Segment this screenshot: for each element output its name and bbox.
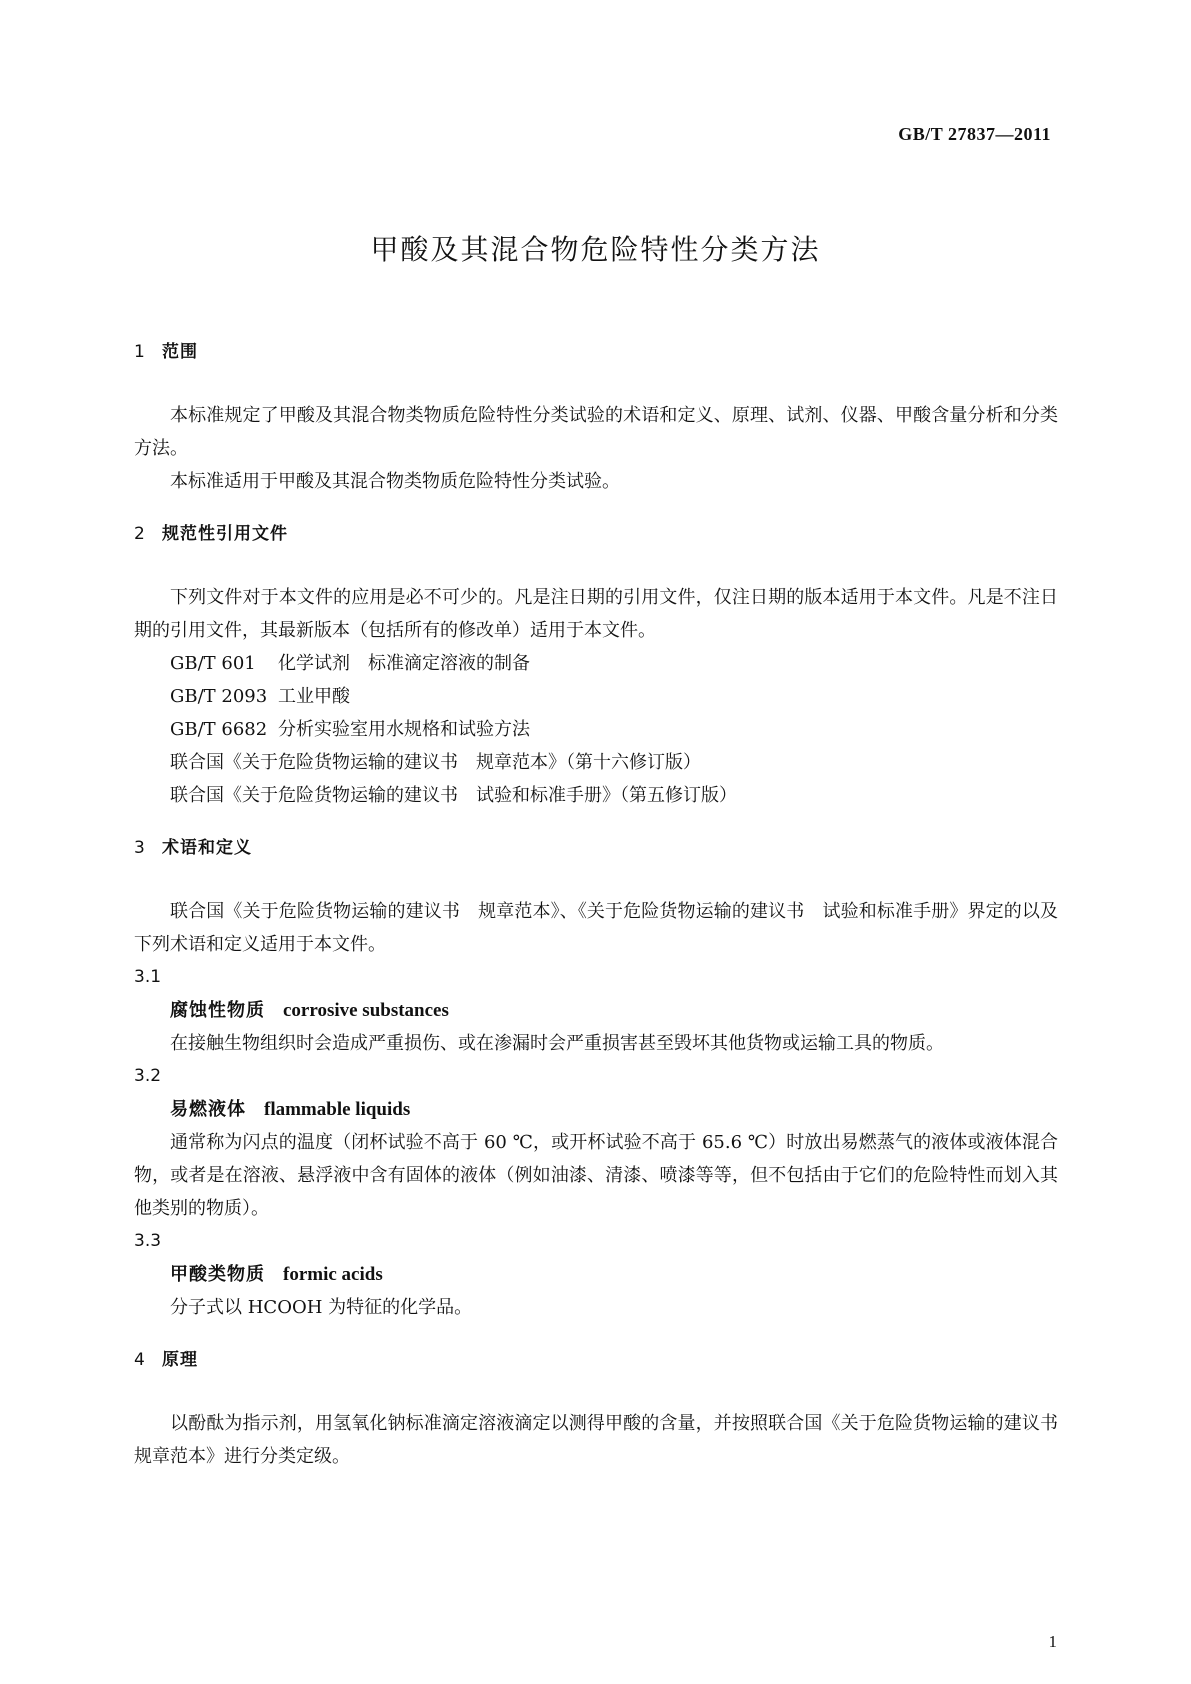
term-number: 3.1 (134, 967, 162, 987)
section-title: 术语和定义 (162, 838, 252, 858)
term-definition: 通常称为闪点的温度（闭杯试验不高于 60 ℃，或开杯试验不高于 65.6 ℃）时放出易燃蒸气的液体或液体混合物，或者是在溶液、悬浮液中含有固体的液体（例如油漆、清漆、喷漆等等，但不包括由于它们的危险特性而划入其他类别的物质）。 (134, 1132, 1058, 1219)
section-heading-terms-definitions (134, 832, 1058, 865)
reference-code: GB/T 601 (170, 653, 256, 674)
reference-item (134, 713, 1058, 746)
paragraph: 下列文件对于本文件的应用是必不可少的。凡是注日期的引用文件，仅注日期的版本适用于本文件。凡是不注日期的引用文件，其最新版本（包括所有的修改单）适用于本文件。 (134, 587, 1058, 641)
paragraph: 本标准适用于甲酸及其混合物类物质危险特性分类试验。 (170, 471, 620, 492)
reference-item (134, 746, 1058, 779)
page-number: 1 (1048, 1632, 1057, 1651)
section-title: 原理 (162, 1350, 198, 1370)
term-number: 3.2 (134, 1066, 162, 1086)
document-title: 甲酸及其混合物危险特性分类方法 (370, 233, 821, 266)
reference-code: GB/T 2093 (170, 686, 268, 707)
paragraph: 本标准规定了甲酸及其混合物类物质危险特性分类试验的术语和定义、原理、试剂、仪器、甲酸含量分析和分类方法。 (134, 405, 1058, 459)
term-english: corrosive substances (283, 1000, 449, 1021)
term-english: flammable liquids (264, 1099, 411, 1120)
reference-title: 联合国《关于危险货物运输的建议书 规章范本》（第十六修订版） (170, 752, 701, 773)
term-heading (134, 1093, 1058, 1126)
reference-title: 联合国《关于危险货物运输的建议书 试验和标准手册》（第五修订版） (170, 785, 737, 806)
section-heading-normative-references (134, 518, 1058, 551)
reference-item (134, 779, 1058, 812)
paragraph: 以酚酞为指示剂，用氢氧化钠标准滴定溶液滴定以测得甲酸的含量，并按照联合国《关于危险货物运输的建议书 规章范本》进行分类定级。 (134, 1413, 1076, 1467)
reference-item (134, 680, 1058, 713)
term-number: 3.3 (134, 1231, 162, 1251)
reference-code: GB/T 6682 (170, 719, 268, 740)
term-heading (134, 994, 1058, 1027)
term-definition: 在接触生物组织时会造成严重损伤、或在渗漏时会严重损害甚至毁坏其他货物或运输工具的物质。 (170, 1033, 944, 1054)
section-number: 4 (134, 1350, 146, 1370)
document-body (134, 336, 1076, 1473)
reference-title: 分析实验室用水规格和试验方法 (278, 719, 530, 740)
term-chinese: 甲酸类物质 (170, 1264, 265, 1285)
reference-item (134, 647, 1058, 680)
term-chinese: 腐蚀性物质 (170, 1000, 265, 1021)
standard-code: GB/T 27837—2011 (898, 124, 1051, 144)
section-number: 1 (134, 342, 146, 362)
reference-title: 化学试剂 标准滴定溶液的制备 (278, 653, 530, 674)
section-heading-principle (134, 1344, 1058, 1377)
reference-title: 工业甲酸 (278, 686, 350, 707)
term-chinese: 易燃液体 (170, 1099, 246, 1120)
term-definition: 分子式以 HCOOH 为特征的化学品。 (170, 1297, 473, 1318)
section-title: 范围 (162, 342, 198, 362)
term-english: formic acids (283, 1264, 383, 1285)
term-heading (134, 1258, 1058, 1291)
section-title: 规范性引用文件 (162, 524, 288, 544)
paragraph: 联合国《关于危险货物运输的建议书 规章范本》、《关于危险货物运输的建议书 试验和标准手册》界定的以及下列术语和定义适用于本文件。 (134, 901, 1058, 955)
section-number: 2 (134, 524, 146, 544)
section-heading-scope (134, 336, 1058, 369)
section-number: 3 (134, 838, 146, 858)
